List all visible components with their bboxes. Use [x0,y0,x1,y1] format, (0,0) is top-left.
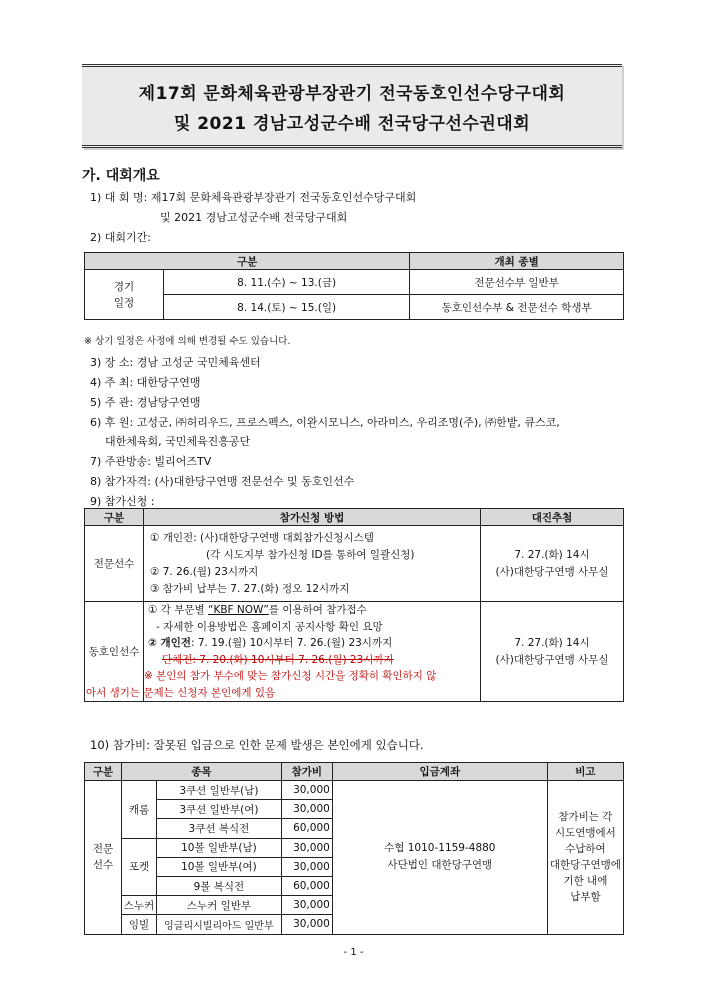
fee-amount-2: 30,000 [281,800,332,819]
apply-pro-draw-time: 7. 27.(화) 14시 [514,548,590,561]
fee-amount-7: 30,000 [281,896,332,915]
apply-amateur-label: 동호인선수 [85,602,144,702]
schedule-header-event: 개최 종별 [410,253,624,270]
apply-amateur-draw [481,602,624,702]
fee-event-5: 10볼 일반부(여) [157,857,282,876]
apply-amateur-line-1a: ① 각 부문별 [148,604,208,616]
apply-header-method: 참가신청 방법 [144,509,481,526]
schedule-note: ※ 상기 일정은 사정에 의해 변경될 수도 있습니다. [84,336,291,347]
apply-amateur-draw-time: 7. 27.(화) 14시 [514,636,590,649]
apply-amateur-line-6: 아서 생기는 문제는 신청자 본인에게 있음 [86,686,276,699]
fee-amount-1: 30,000 [281,781,332,800]
item-6a: 6) 후 원: 고성군, ㈜허리우드, 프로스펙스, 이완시모니스, 아라미스, 우리조명(주), ㈜한밭, 큐스코, [90,416,560,429]
fee-amount-4: 30,000 [281,838,332,857]
fee-event-1: 3쿠션 일반부(남) [157,781,282,800]
section-heading: 가. 대회개요 [82,168,160,184]
item-6b: 대한체육회, 국민체육진흥공단 [105,435,251,448]
fee-event-3: 3쿠션 복식전 [157,819,282,838]
title-line-2: 및 2021 경남고성군수배 전국당구선수권대회 [173,114,531,134]
fee-header-account: 입금계좌 [332,763,547,781]
fee-remark-4: 대한당구연맹에 [549,859,621,872]
fee-amount-5: 30,000 [281,857,332,876]
fee-table [84,762,624,935]
fee-division: 전문 선수 [85,781,122,935]
item-9: 9) 참가신청 : [90,495,155,508]
apply-amateur-line-4: 단체전: 7. 20.(화) 10시부터 7. 26.(월) 23시까지 [162,653,394,666]
schedule-header-category: 구분 [85,253,410,270]
fee-event-2: 3쿠션 일반부(여) [157,800,282,819]
fee-group-carom: 캐롬 [122,781,157,839]
apply-amateur-line-1c: 를 이용하여 참가접수 [268,604,367,616]
schedule-event-1: 전문선수부 일반부 [410,270,624,295]
fee-event-8: 잉글리시빌리아드 일반부 [157,915,282,934]
fee-event-7: 스누커 일반부 [157,896,282,915]
fee-header-category: 구분 [85,763,122,781]
item-10: 10) 참가비: 잘못된 입금으로 인한 문제 발생은 본인에게 있습니다. [90,738,424,752]
apply-pro-line-2: (각 시도지부 참가신청 ID를 통하여 일괄신청) [206,548,415,561]
fee-account-number: 수협 1010-1159-4880 [384,842,496,855]
apply-pro-method [144,526,481,602]
page-number: - 1 - [343,947,364,958]
apply-pro-line-3: ② 7. 26.(월) 23시까지 [150,565,259,578]
apply-amateur-line-2: - 자세한 이용방법은 홈페이지 공지사항 확인 요망 [156,620,383,633]
fee-remark-2: 시도연맹에서 [554,827,616,840]
fee-amount-3: 60,000 [281,819,332,838]
fee-amount-6: 60,000 [281,876,332,895]
schedule-row-label: 경기 일정 [85,270,164,320]
fee-remark-3: 수납하여 [565,843,606,856]
apply-amateur-line-1 [148,602,480,619]
apply-pro-line-1: ① 개인전: (사)대한당구연맹 대회참가신청시스템 [150,531,374,544]
apply-amateur-draw-place: (사)대한당구연맹 사무실 [495,653,609,666]
item-2: 2) 대회기간: [90,231,151,244]
fee-header-remark: 비고 [547,763,623,781]
apply-header-category: 구분 [85,509,144,526]
application-table [84,508,624,702]
fee-remark-6: 납부함 [570,891,601,904]
fee-header-fee: 참가비 [281,763,332,781]
apply-pro-draw [481,526,624,602]
item-1a: 1) 대 회 명: 제17회 문화체육관광부장관기 전국동호인선수당구대회 [90,191,417,204]
apply-pro-line-4: ③ 참가비 납부는 7. 27.(화) 정오 12시까지 [150,582,350,595]
item-8: 8) 참가자격: (사)대한당구연맹 전문선수 및 동호인선수 [90,475,355,488]
schedule-table [84,252,624,320]
fee-remark-5: 기한 내에 [563,875,608,888]
schedule-event-2: 동호인선수부 & 전문선수 학생부 [410,295,624,320]
title-line-1: 제17회 문화체육관광부장관기 전국동호인선수당구대회 [138,84,566,104]
schedule-date-1: 8. 11.(수) ~ 13.(금) [164,270,410,295]
fee-amount-8: 30,000 [281,915,332,934]
item-5: 5) 주 관: 경남당구연맹 [90,396,201,409]
fee-group-snooker: 스누커 [122,896,157,915]
apply-amateur-line-3 [148,635,480,652]
fee-event-6: 9볼 복식전 [157,876,282,895]
schedule-date-2: 8. 14.(토) ~ 15.(일) [164,295,410,320]
fee-event-4: 10볼 일반부(남) [157,838,282,857]
fee-remark-1: 참가비는 각 [558,811,613,824]
item-4: 4) 주 최: 대한당구연맹 [90,376,201,389]
item-7: 7) 주관방송: 빌리어즈TV [90,455,212,468]
title-box [82,64,622,148]
fee-header-event: 종목 [122,763,282,781]
apply-amateur-line-5: ※ 본인의 참가 부수에 맞는 참가신청 시간을 정확히 확인하지 않 [144,670,437,682]
apply-header-draw: 대진추첨 [481,509,624,526]
fee-account [332,781,547,935]
kbf-now-link[interactable]: “KBF NOW” [208,604,269,616]
fee-remark [547,781,623,935]
apply-amateur-line-3b: : 7. 19.(월) 10시부터 7. 26.(월) 23시까지 [190,637,393,649]
apply-amateur-line-3a: ② 개인전 [148,637,191,649]
fee-group-english: 잉빌 [122,915,157,934]
item-1b: 및 2021 경남고성군수배 전국당구대회 [160,211,348,224]
apply-pro-draw-place: (사)대한당구연맹 사무실 [495,565,609,578]
fee-group-pocket: 포켓 [122,838,157,896]
fee-account-holder: 사단법인 대한당구연맹 [387,859,493,872]
item-3: 3) 장 소: 경남 고성군 국민체육센터 [90,356,261,369]
apply-pro-label: 전문선수 [85,526,144,602]
